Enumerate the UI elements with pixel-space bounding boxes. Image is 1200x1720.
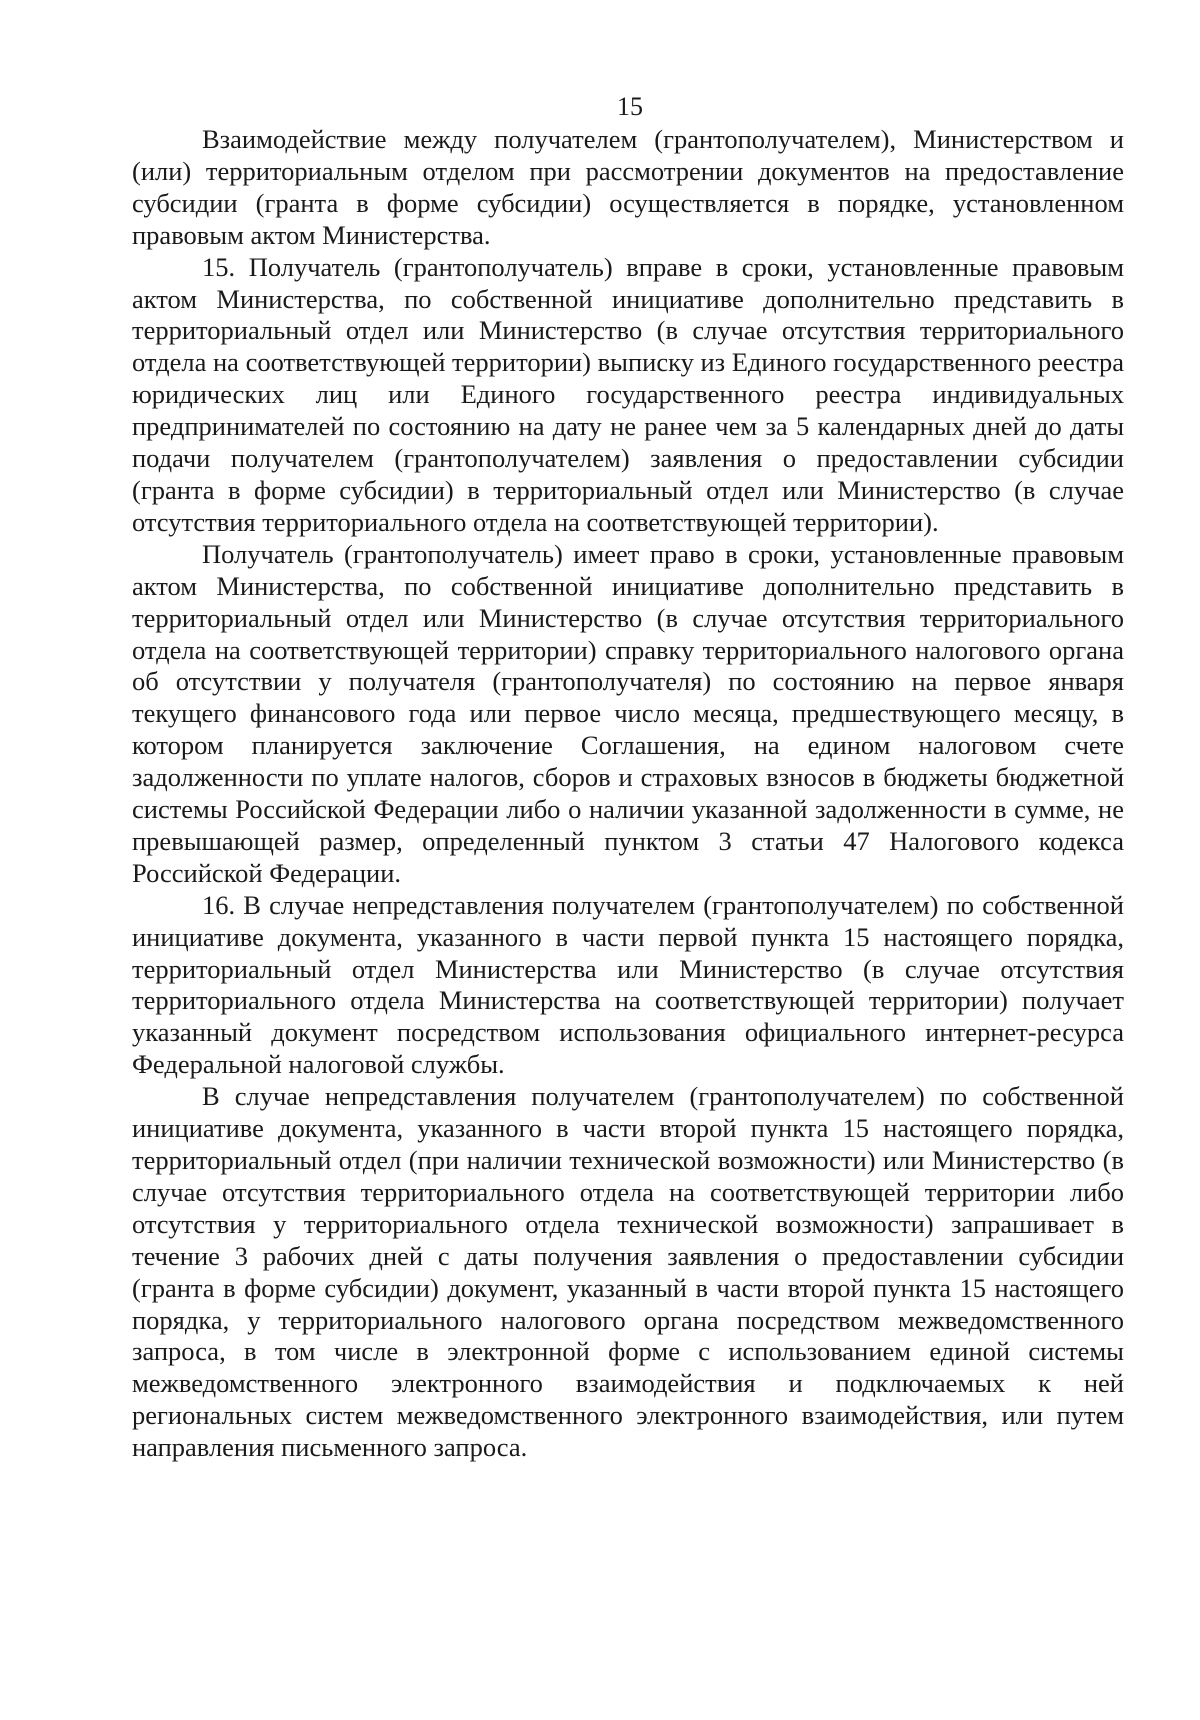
document-body xyxy=(132,124,1124,1464)
paragraph-clause-16-interagency-request: В случае непредставления получателем (грантополучателем) по собственной инициативе документа, указанного в части второй пункта 15 настоящего порядка, территориальный отдел (при наличии технической возможности) или Министерство (в случае отсутствия территориального отдела на соответствующей территории либо отсутствия у территориального отдела технической возможности) запрашивает в течение 3 рабочих дней с даты получения заявления о предоставлении субсидии (гранта в форме субсидии) документ, указанный в части второй пункта 15 настоящего порядка, у территориального налогового органа посредством межведомственного запроса, в том числе в электронной форме с использованием единой системы межведомственного электронного взаимодействия и подключаемых к ней региональных систем межведомственного электронного взаимодействия, или путем направления письменного запроса. xyxy=(132,1081,1124,1463)
paragraph-clause-15-egrul: 15. Получатель (грантополучатель) вправе в сроки, установленные правовым актом Министерства, по собственной инициативе дополнительно представить в территориальный отдел или Министерство (в случае отсутствия территориального отдела на соответствующей территории) выписку из Единого государственного реестра юридических лиц или Единого государственного реестра индивидуальных предпринимателей по состоянию на дату не ранее чем за 5 календарных дней до даты подачи получателем (грантополучателем) заявления о предоставлении субсидии (гранта в форме субсидии) в территориальный отдел или Министерство (в случае отсутствия территориального отдела на соответствующей территории). xyxy=(132,251,1124,537)
paragraph-clause-16-fns-resource: 16. В случае непредставления получателем (грантополучателем) по собственной инициативе документа, указанного в части первой пункта 15 настоящего порядка, территориальный отдел Министерства или Министерство (в случае отсутствия территориального отдела Министерства на соответствующей территории) получает указанный документ посредством использования официального интернет-ресурса Федеральной налоговой службы. xyxy=(132,889,1124,1080)
paragraph-interaction: Взаимодействие между получателем (грантополучателем), Министерством и (или) территориальным отделом при рассмотрении документов на предоставление субсидии (гранта в форме субсидии) осуществляется в порядке, установленном правовым актом Министерства. xyxy=(132,124,1124,250)
paragraph-clause-15-tax-certificate: Получатель (грантополучатель) имеет право в сроки, установленные правовым актом Министерства, по собственной инициативе дополнительно представить в территориальный отдел или Министерство (в случае отсутствия территориального отдела на соответствующей территории) справку территориального налогового органа об отсутствии у получателя (грантополучателя) по состоянию на первое января текущего финансового года или первое число месяца, предшествующего месяцу, в котором планируется заключение Соглашения, на едином налоговом счете задолженности по уплате налогов, сборов и страховых взносов в бюджеты бюджетной системы Российской Федерации либо о наличии указанной задолженности в сумме, не превышающей размер, определенный пунктом 3 статьи 47 Налогового кодекса Российской Федерации. xyxy=(132,538,1124,888)
page-number: 15 xyxy=(617,92,643,121)
